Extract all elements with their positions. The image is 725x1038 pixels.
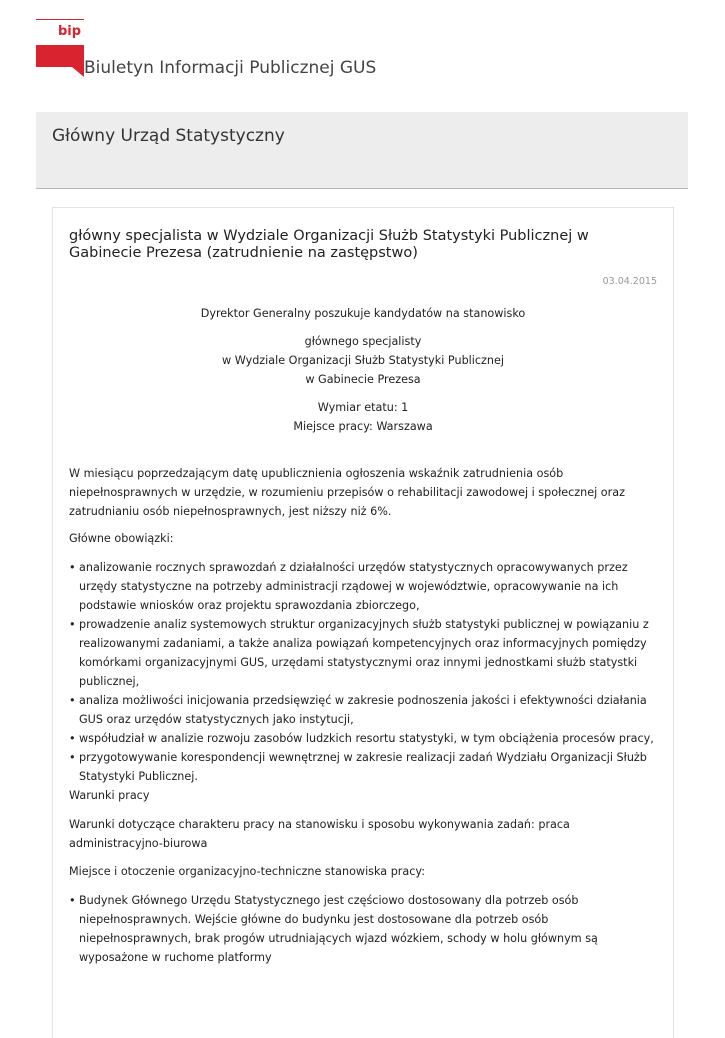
job-details	[53, 398, 673, 436]
article-title: główny specjalista w Wydziale Organizacji Służb Statystyki Publicznej w Gabinecie Prezesa (zatrudnienie na zastępstwo)	[69, 228, 589, 261]
environment-list	[69, 891, 661, 967]
work-time: Wymiar etatu: 1	[317, 401, 409, 414]
article-card	[52, 207, 674, 1038]
position-line: w Wydziale Organizacji Służb Statystyki Publicznej	[222, 354, 504, 367]
position-line: w Gabinecie Prezesa	[305, 373, 421, 386]
disability-paragraph: W miesiącu poprzedzającym datę upublicznienia ogłoszenia wskaźnik zatrudnienia osób niepełnosprawnych w urzędzie, w rozumieniu przepisów o rehabilitacji zawodowej i społecznej oraz zatrudnianiu osób niepełnosprawnych, jest niższy niż 6%.	[69, 467, 625, 518]
list-item: • analizowanie rocznych sprawozdań z działalności urzędów statystycznych opracowywanych przez urzędy statystyczne na potrzeby administracji rządowej w województwie, opracowywanie na ich podstawie wniosków oraz projektu sprawozdania zbiorczego,	[69, 558, 661, 615]
site-title[interactable]: Biuletyn Informacji Publicznej GUS	[84, 58, 377, 78]
list-item: • analiza możliwości inicjowania przedsięwzięć w zakresie podnoszenia jakości i efektywności działania GUS oraz urzędów statystycznych jako instytucji,	[69, 691, 661, 729]
duties-list	[69, 558, 661, 786]
conditions-heading: Warunki pracy	[69, 789, 150, 802]
institution-band	[36, 112, 688, 189]
position-line: głównego specjalisty	[304, 335, 422, 348]
conditions-text: Warunki dotyczące charakteru pracy na stanowisku i sposobu wykonywania zadań: praca administracyjno-biurowa	[69, 818, 570, 850]
environment-heading: Miejsce i otoczenie organizacyjno-techniczne stanowiska pracy:	[69, 865, 425, 878]
list-item: • prowadzenie analiz systemowych struktur organizacyjnych służb statystyki publicznej w powiązaniu z realizowanymi zadaniami, a także analiza powiązań kompetencyjnych oraz informacyjnych pomiędzy komórkami organizacyjnymi GUS, urzędami statystycznymi oraz innymi jednostkami służb statystki publicznej,	[69, 615, 661, 691]
intro-text: Dyrektor Generalny poszukuje kandydatów na stanowisko	[200, 307, 526, 320]
list-item: • przygotowywanie korespondencji wewnętrznej w zakresie realizacji zadań Wydziału Organizacji Służb Statystyki Publicznej.	[69, 748, 661, 786]
publication-date: 03.04.2015	[602, 276, 657, 287]
bip-logo-text: bip	[58, 24, 82, 39]
list-item: • Budynek Głównego Urzędu Statystycznego jest częściowo dostosowany dla potrzeb osób niepełnosprawnych. Wejście główne do budynku jest dostosowane dla potrzeb osób niepełnosprawnych, brak progów utrudniających wjazd wózkiem, schody w holu głównym są wyposażone w ruchome platformy	[69, 891, 661, 967]
institution-title: Główny Urząd Statystyczny	[52, 126, 285, 146]
work-place: Miejsce pracy: Warszawa	[293, 420, 433, 433]
bip-logo[interactable]	[36, 19, 84, 77]
duties-heading: Główne obowiązki:	[69, 532, 174, 545]
position-block	[53, 332, 673, 389]
list-item: • współudział w analizie rozwoju zasobów ludzkich resortu statystyki, w tym obciążenia procesów pracy,	[69, 729, 661, 748]
